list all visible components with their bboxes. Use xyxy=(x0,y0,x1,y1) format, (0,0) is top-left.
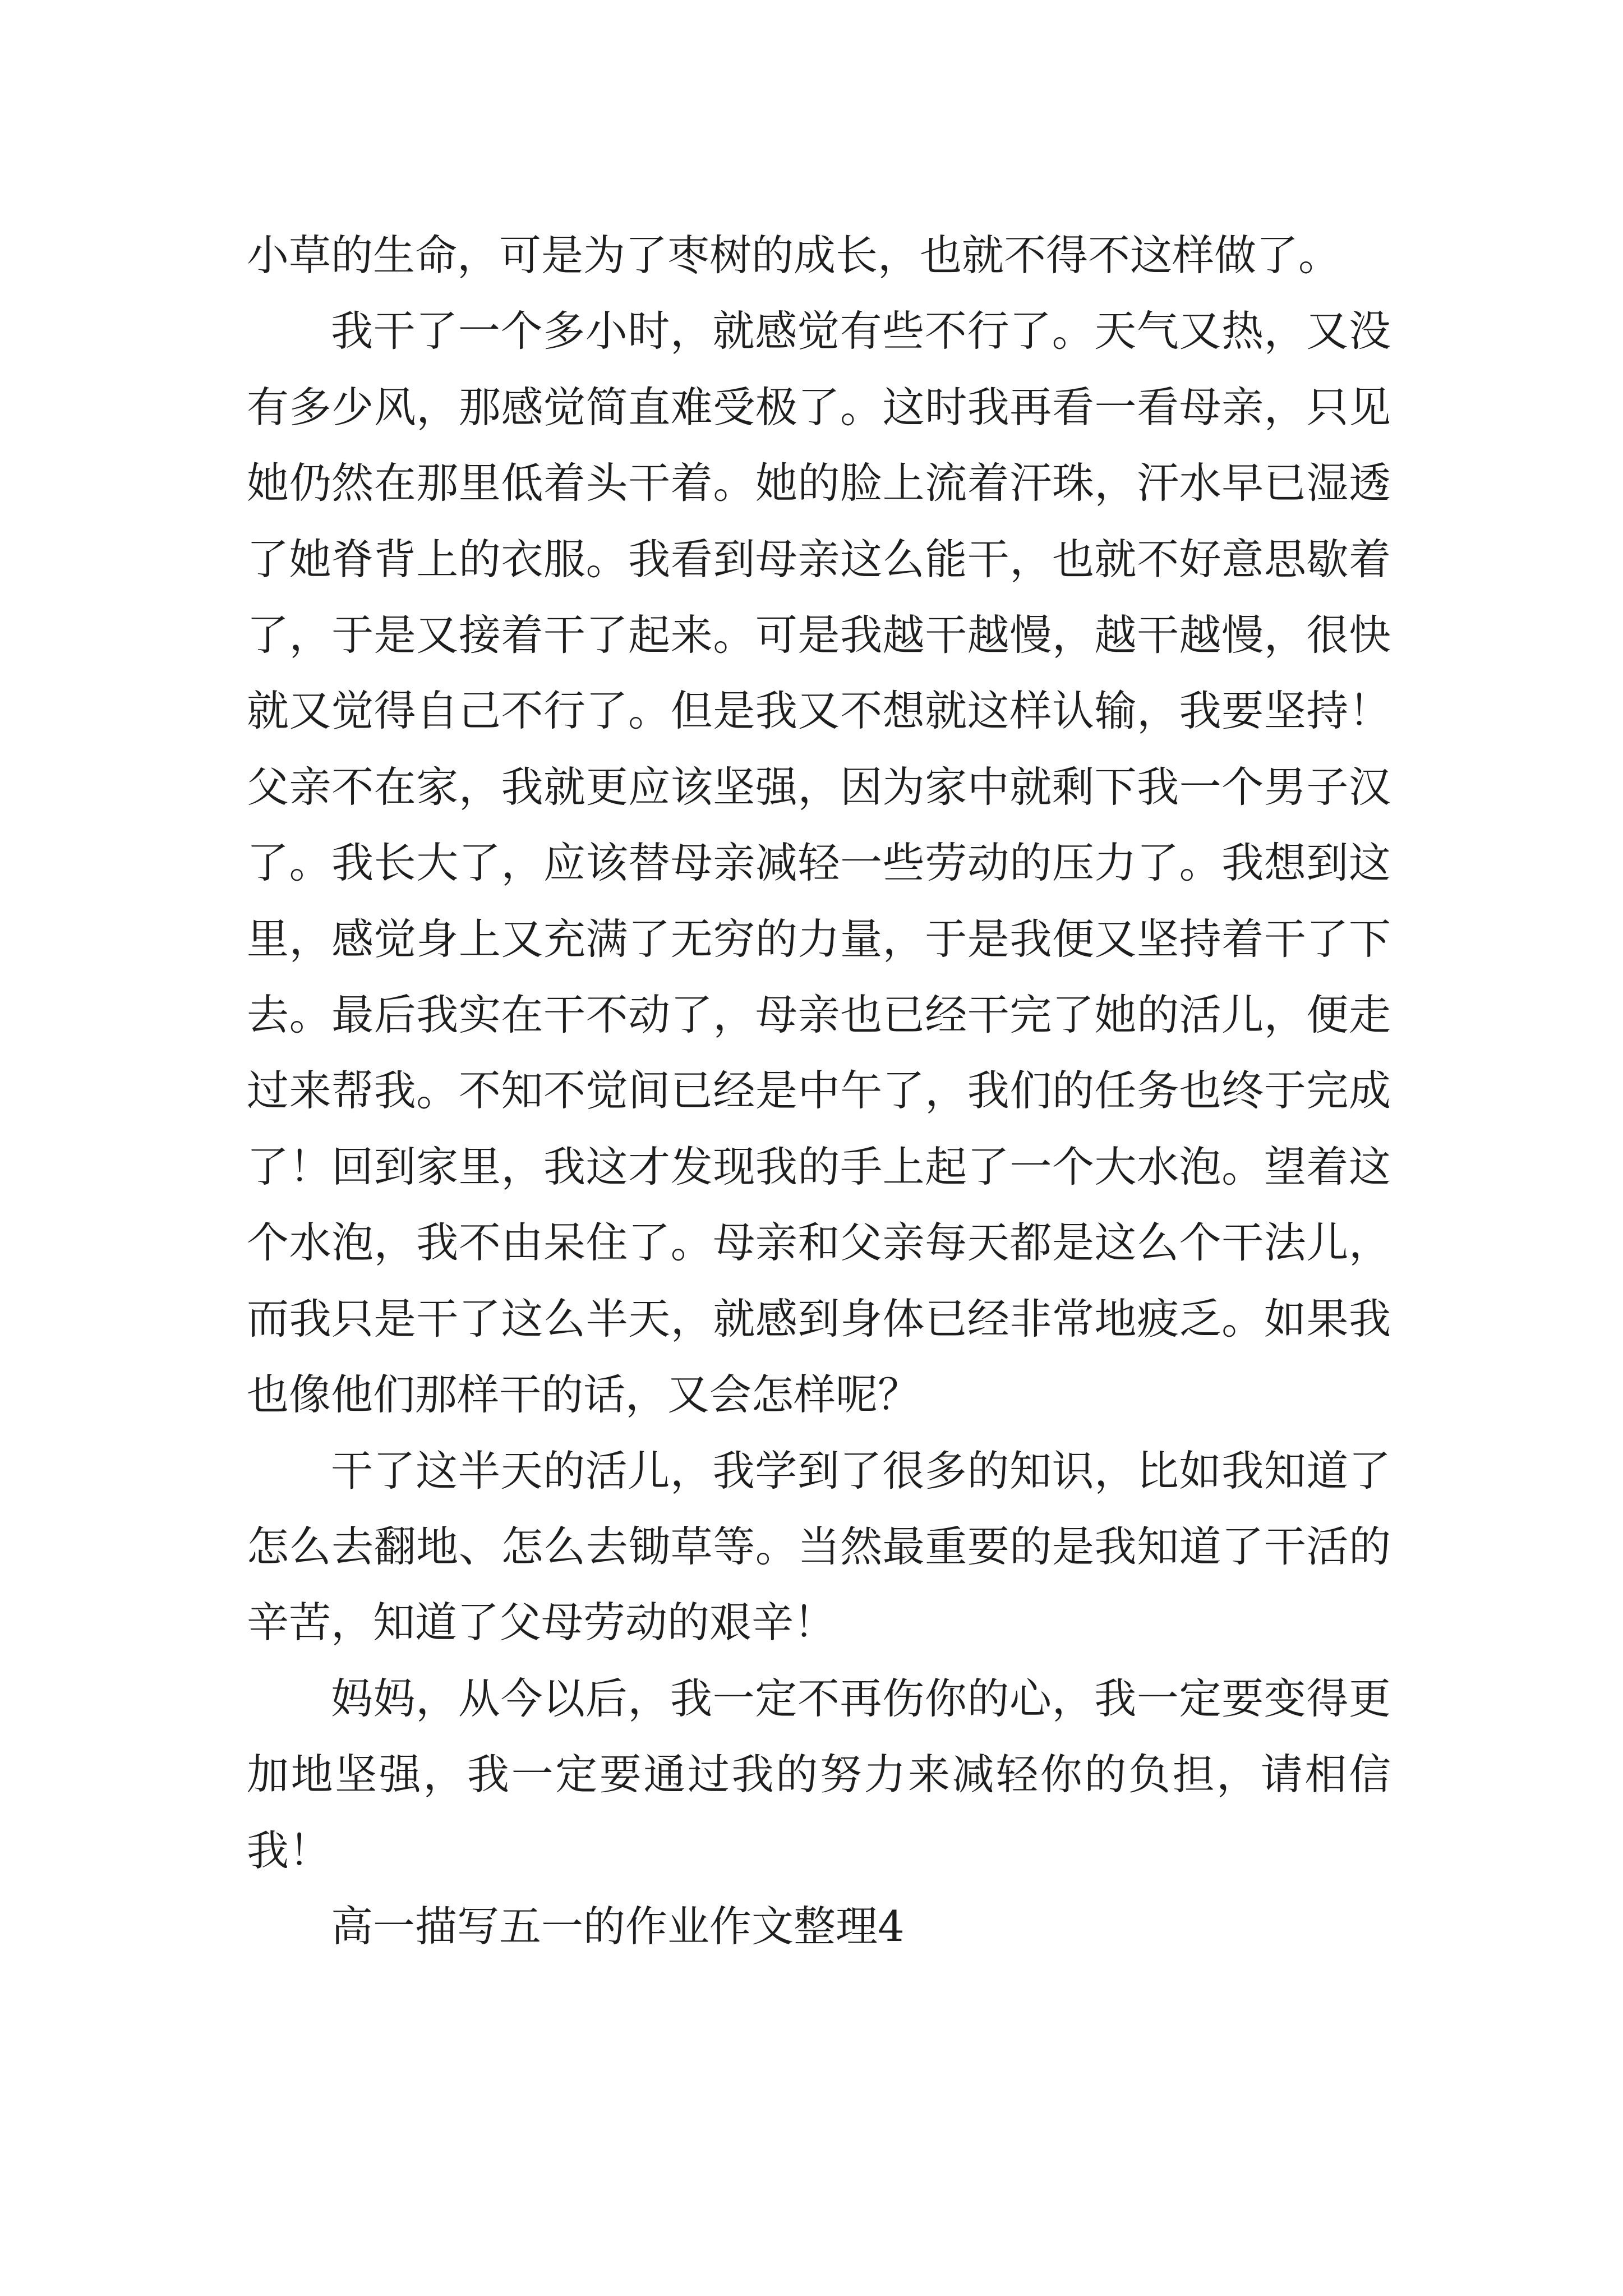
paragraph-4: 妈妈，从今以后，我一定不再伤你的心，我一定要变得更加地坚强，我一定要通过我的努力来减轻你的负担，请相信我！ xyxy=(247,1673,1391,1875)
paragraph-2: 我干了一个多小时，就感觉有些不行了。天气又热，又没有多少风，那感觉简直难受极了。这时我再看一看母亲，只见她仍然在那里低着头干着。她的脸上流着汗珠，汗水早已湿透了她脊背上的衣服。我看到母亲这么能干，也就不好意思歇着了，于是又接着干了起来。可是我越干越慢，越干越慢，很快就又觉得自己不行了。但是我又不想就这样认输，我要坚持！父亲不在家，我就更应该坚强，因为家中就剩下我一个男子汉了。我长大了，应该替母亲减轻一些劳动的压力了。我想到这里，感觉身上又充满了无穷的力量，于是我便又坚持着干了下去。最后我实在干不动了，母亲也已经干完了她的活儿，便走过来帮我。不知不觉间已经是中午了，我们的任务也终于完成了！回到家里，我这才发现我的手上起了一个大水泡。望着这个水泡，我不由呆住了。母亲和父亲每天都是这么个干法儿，而我只是干了这么半天，就感到身体已经非常地疲乏。如果我也像他们那样干的话，又会怎样呢？ xyxy=(247,306,1391,1420)
paragraph-1: 小草的生命，可是为了枣树的成长，也就不得不这样做了。 xyxy=(247,231,1341,280)
section-heading: 高一描写五一的作业作文整理4 xyxy=(331,1901,905,1951)
paragraph-3: 干了这半天的活儿，我学到了很多的知识，比如我知道了怎么去翻地、怎么去锄草等。当然最重要的是我知道了干活的辛苦，知道了父母劳动的艰辛！ xyxy=(247,1446,1391,1648)
essay-body xyxy=(247,218,1391,1964)
